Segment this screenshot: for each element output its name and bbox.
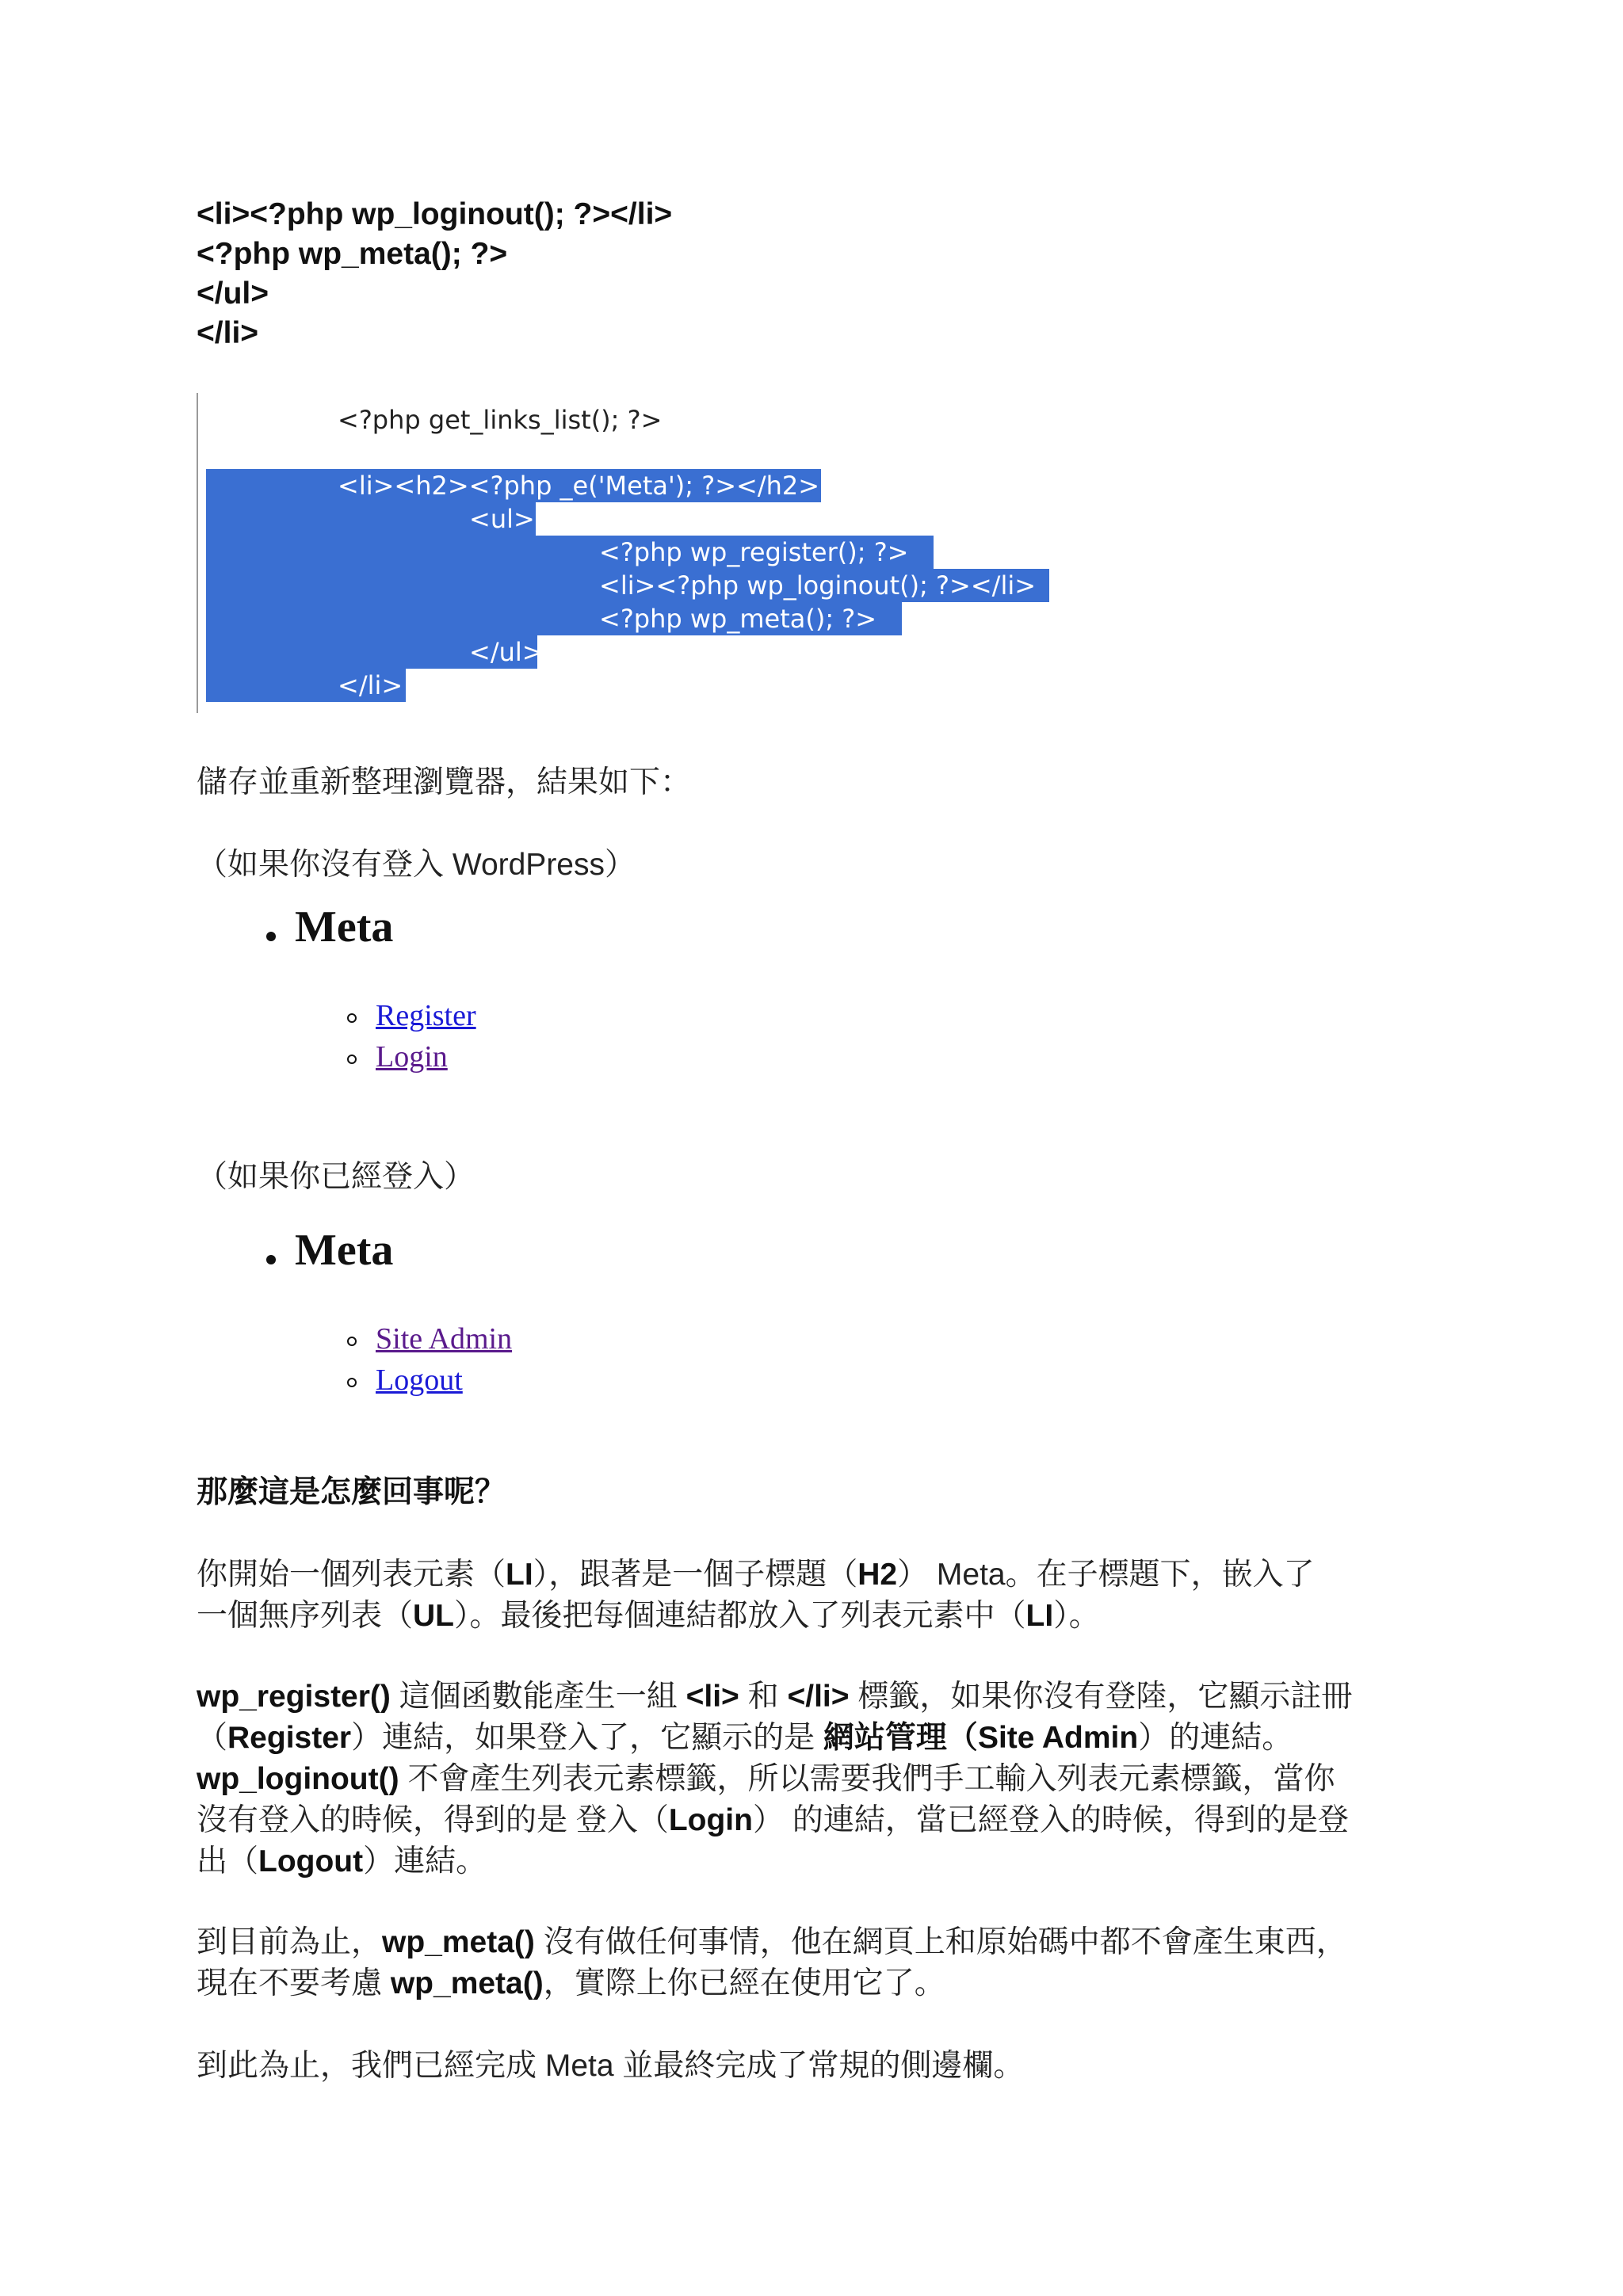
code-line: <li><?php wp_loginout(); ?></li>: [197, 197, 673, 231]
screenshot-code-line: </ul>: [469, 637, 544, 667]
meta-heading: Meta: [295, 1226, 394, 1275]
paragraph-line: 沒有登入的時候，得到的是 登入（Login） 的連結，當已經登入的時候，得到的是登: [197, 1803, 1349, 1837]
logged-in-label: （如果你已經登入）: [197, 1160, 475, 1194]
paragraph-line: wp_loginout() 不會產生列表元素標籤，所以需要我們手工輸入列表元素標籤，當你: [197, 1762, 1335, 1796]
screenshot-code-line: </li>: [338, 670, 403, 700]
screenshot-code-line: <li><?php wp_loginout(); ?></li>: [599, 570, 1037, 601]
screenshot-code-line: <?php wp_register(); ?>: [599, 537, 909, 567]
bullet-circle: [347, 1378, 357, 1387]
question-heading: [197, 1472, 506, 1513]
bullet-disc: [266, 932, 276, 941]
code-snippet: [197, 195, 672, 353]
paragraph-4: 到此為止，我們已經完成 Meta 並最終完成了常規的側邊欄。: [197, 2049, 1025, 2083]
paragraph-line: 出（Logout）連結。: [197, 1844, 487, 1878]
paragraph-1: [197, 1554, 1315, 1637]
paragraph-line: 現在不要考慮 wp_meta()，實際上你已經在使用它了。: [197, 1966, 945, 2000]
paragraph-line: 到目前為止，wp_meta() 沒有做任何事情，他在網頁上和原始碼中都不會產生東西，: [197, 1925, 1347, 1959]
paragraph-line: 一個無序列表（UL）。最後把每個連結都放入了列表元素中（LI）。: [197, 1599, 1100, 1633]
register-link[interactable]: Register: [376, 999, 476, 1032]
screenshot-code-line: <?php wp_meta(); ?>: [599, 604, 877, 634]
paragraph-line: wp_register() 這個函數能產生一組 <li> 和 </li> 標籤，如果你沒有登陸，它顯示註冊: [197, 1680, 1353, 1714]
bullet-circle: [347, 1337, 357, 1346]
login-link[interactable]: Login: [376, 1040, 448, 1074]
code-line: <?php wp_meta(); ?>: [197, 237, 508, 271]
bullet-disc: [266, 1255, 276, 1264]
not-logged-in-label: （如果你沒有登入 WordPress）: [197, 848, 636, 882]
logout-link[interactable]: Logout: [376, 1363, 463, 1397]
save-instruction: 儲存並重新整理瀏覽器，結果如下：: [197, 765, 692, 799]
bullet-circle: [347, 1013, 357, 1023]
paragraph-2: [197, 1676, 1352, 1882]
code-line: </ul>: [197, 277, 269, 311]
paragraph-line: 你開始一個列表元素（LI），跟著是一個子標題（H2） Meta。在子標題下，嵌入了: [197, 1558, 1315, 1592]
question-text: 那麼這是怎麼回事呢？: [197, 1475, 506, 1509]
screenshot-code-line: <?php get_links_list(); ?>: [338, 405, 663, 435]
screenshot-code-line: <li><h2><?php _e('Meta'); ?></h2>: [338, 471, 820, 501]
paragraph-3: [197, 1922, 1347, 2004]
bullet-circle: [347, 1055, 357, 1064]
code-screenshot: [197, 393, 1070, 713]
site-admin-link[interactable]: Site Admin: [376, 1322, 513, 1356]
paragraph-line: （Register）連結，如果登入了，它顯示的是 網站管理（Site Admin）的連結。: [197, 1721, 1293, 1755]
meta-heading: Meta: [295, 902, 394, 952]
screenshot-code-line: <ul>: [469, 504, 535, 534]
code-line: </li>: [197, 316, 259, 350]
